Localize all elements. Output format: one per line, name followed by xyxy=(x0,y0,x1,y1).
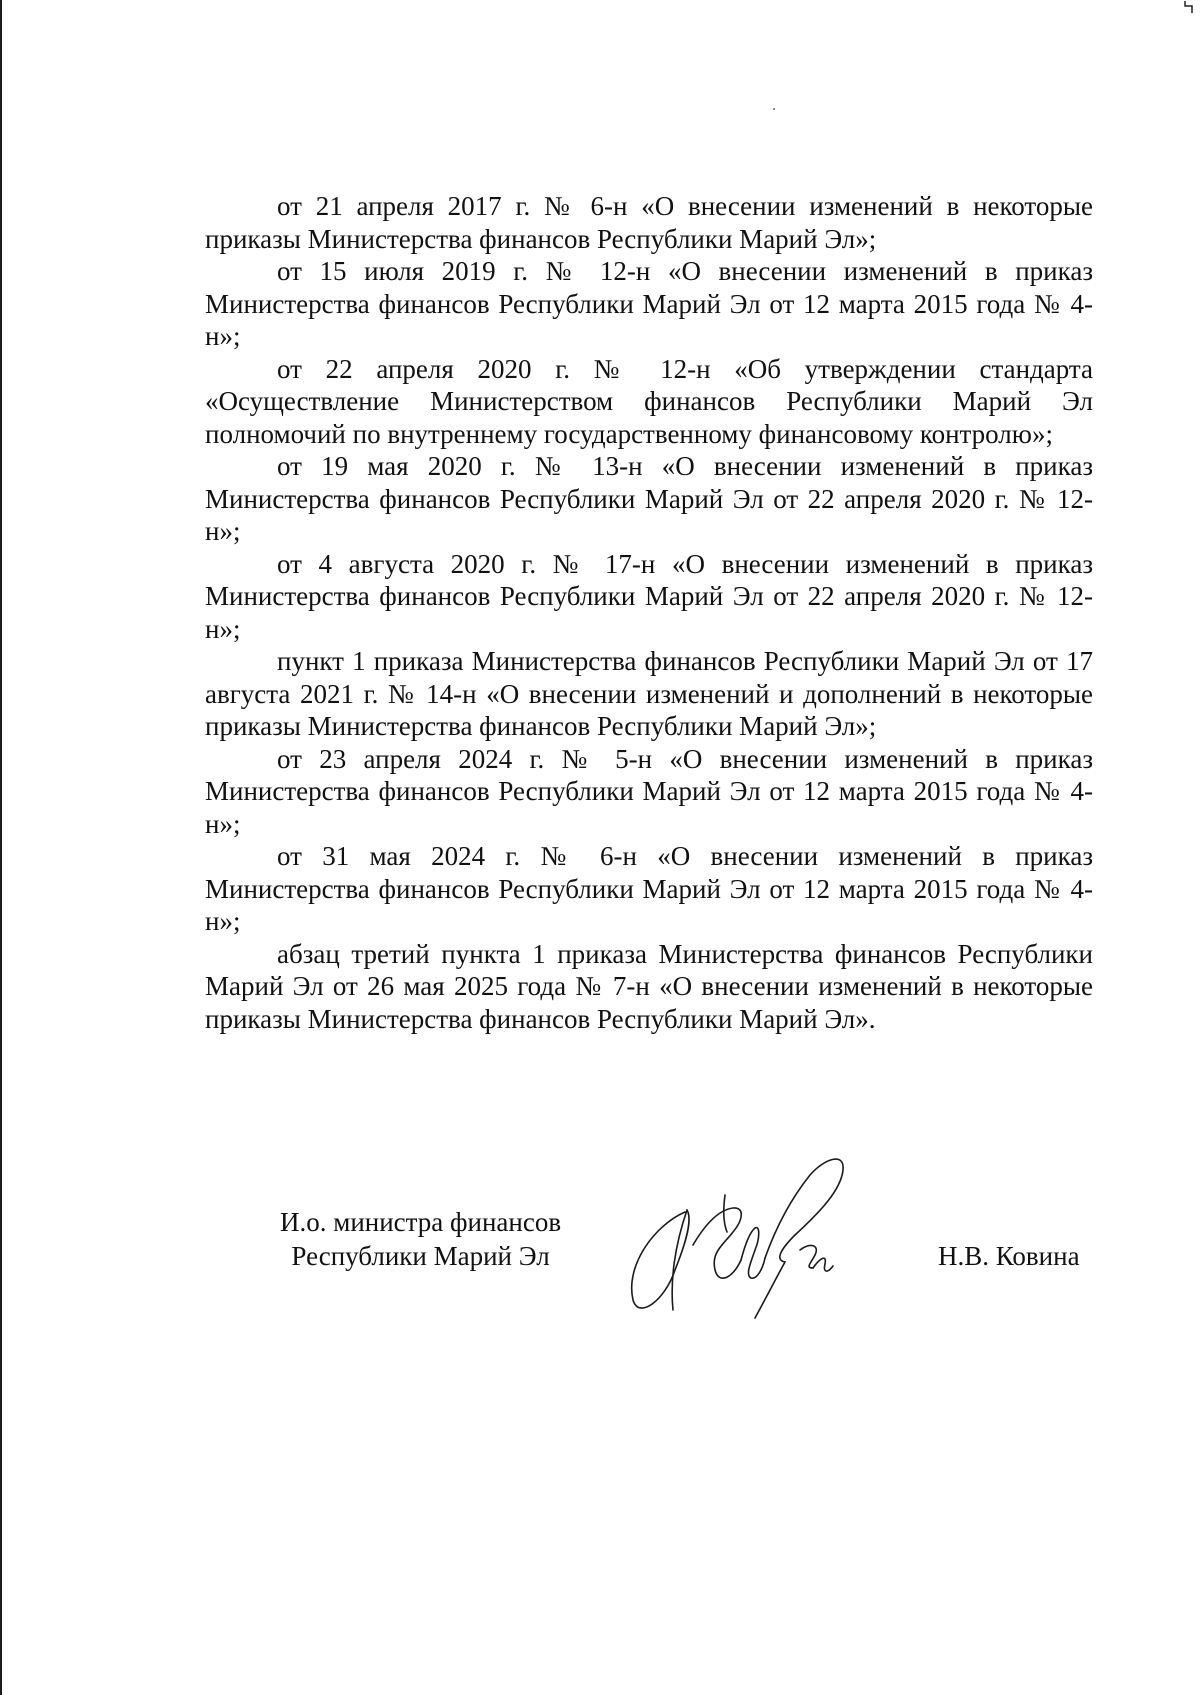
paragraph: от 15 июля 2019 г. № 12-н «О внесении изменений в приказ Министерства финансов Республики Марий Эл от 12 марта 2015 года № 4-н»; xyxy=(205,256,1093,351)
signature-block xyxy=(0,1195,1200,1335)
paragraph: от 4 августа 2020 г. № 17-н «О внесении изменений в приказ Министерства финансов Республики Марий Эл от 22 апреля 2020 г. № 12-н»; xyxy=(205,548,1093,644)
scan-speck xyxy=(773,108,775,110)
signer-title xyxy=(280,1205,561,1273)
document-body xyxy=(205,190,1093,1035)
page-left-edge xyxy=(0,0,2,1695)
signer-title-line-2: Республики Марий Эл xyxy=(291,1241,550,1271)
paragraph: от 19 мая 2020 г. № 13-н «О внесении изменений в приказ Министерства финансов Республики Марий Эл от 22 апреля 2020 г. № 12-н»; xyxy=(205,451,1093,546)
signer-name: Н.В. Ковина xyxy=(938,1241,1080,1271)
paragraph: от 21 апреля 2017 г. № 6-н «О внесении изменений в некоторые приказы Министерства финансов Республики Марий Эл»; xyxy=(205,191,1093,254)
paragraph: от 22 апреля 2020 г. № 12-н «Об утверждении стандарта «Осуществление Министерством финансов Республики Марий Эл полномочий по внутреннему государственному финансовому контролю»; xyxy=(205,353,1093,449)
paragraph: от 31 мая 2024 г. № 6-н «О внесении изменений в приказ Министерства финансов Республики Марий Эл от 12 марта 2015 года № 4-н»; xyxy=(205,841,1093,936)
handwritten-signature-icon xyxy=(615,1150,905,1325)
paragraph: пункт 1 приказа Министерства финансов Республики Марий Эл от 17 августа 2021 г. № 14-н «О внесении изменений и дополнений в некоторые приказы Министерства финансов Республики Марий Эл»; xyxy=(205,646,1093,741)
corner-mark-icon xyxy=(1182,0,1196,14)
paragraph: абзац третий пункта 1 приказа Министерства финансов Республики Марий Эл от 26 мая 2025 года № 7-н «О внесении изменений в некоторые приказы Министерства финансов Республики Марий Эл». xyxy=(205,938,1093,1034)
paragraph: от 23 апреля 2024 г. № 5-н «О внесении изменений в приказ Министерства финансов Республики Марий Эл от 12 марта 2015 года № 4-н»; xyxy=(205,743,1093,839)
signer-title-line-1: И.о. министра финансов xyxy=(280,1207,562,1237)
